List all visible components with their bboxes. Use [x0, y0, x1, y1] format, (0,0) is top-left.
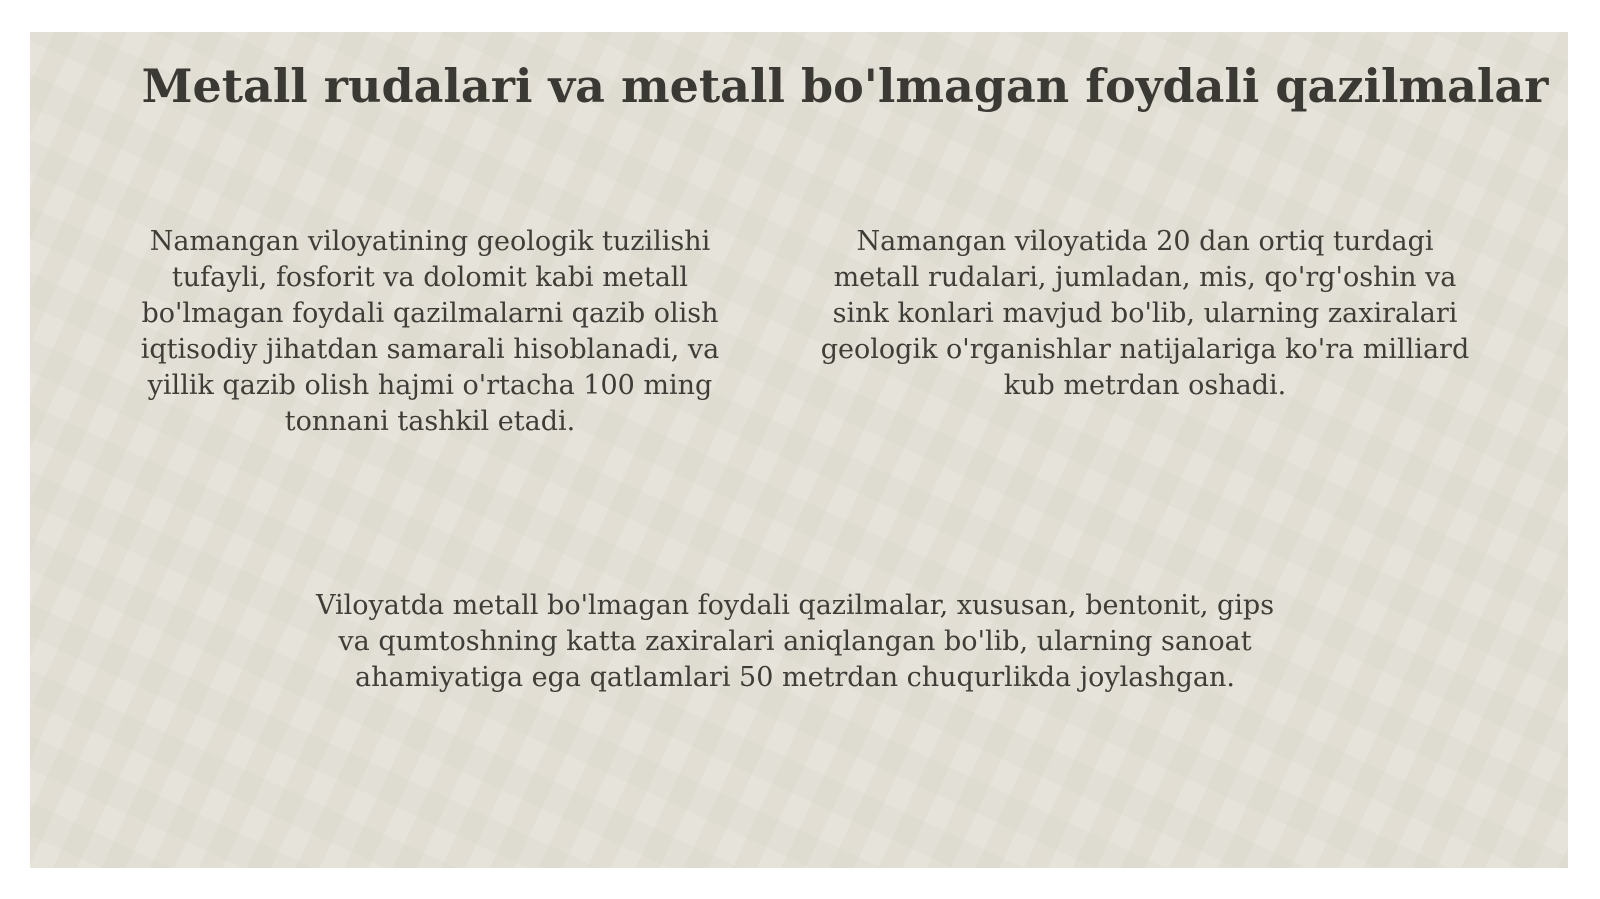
left-paragraph: Namangan viloyatining geologik tuzilishi tufayli, fosforit va dolomit kabi metall bo'lmagan foydali qazilmalarni qazib olish iqtisodiy jihatdan samarali hisoblanadi, va yillik qazib olish hajmi o'rtacha 100 ming tonnani tashkil etadi. — [140, 226, 720, 437]
right-paragraph: Namangan viloyatida 20 dan ortiq turdagi metall rudalari, jumladan, mis, qo'rg'oshin va sink konlari mavjud bo'lib, ularning zaxiralari geologik o'rganishlar natijalariga ko'ra milliard kub metrdan oshadi. — [820, 226, 1470, 401]
bottom-paragraph: Viloyatda metall bo'lmagan foydali qazilmalar, xususan, bentonit, gips va qumtoshning katta zaxiralari aniqlangan bo'lib, ularning sanoat ahamiyatiga ega qatlamlari 50 metrdan chuqurlikda joylashgan. — [315, 590, 1275, 693]
slide — [30, 32, 1568, 868]
slide-title: Metall rudalari va metall bo'lmagan foydali qazilmalar — [141, 59, 1549, 113]
